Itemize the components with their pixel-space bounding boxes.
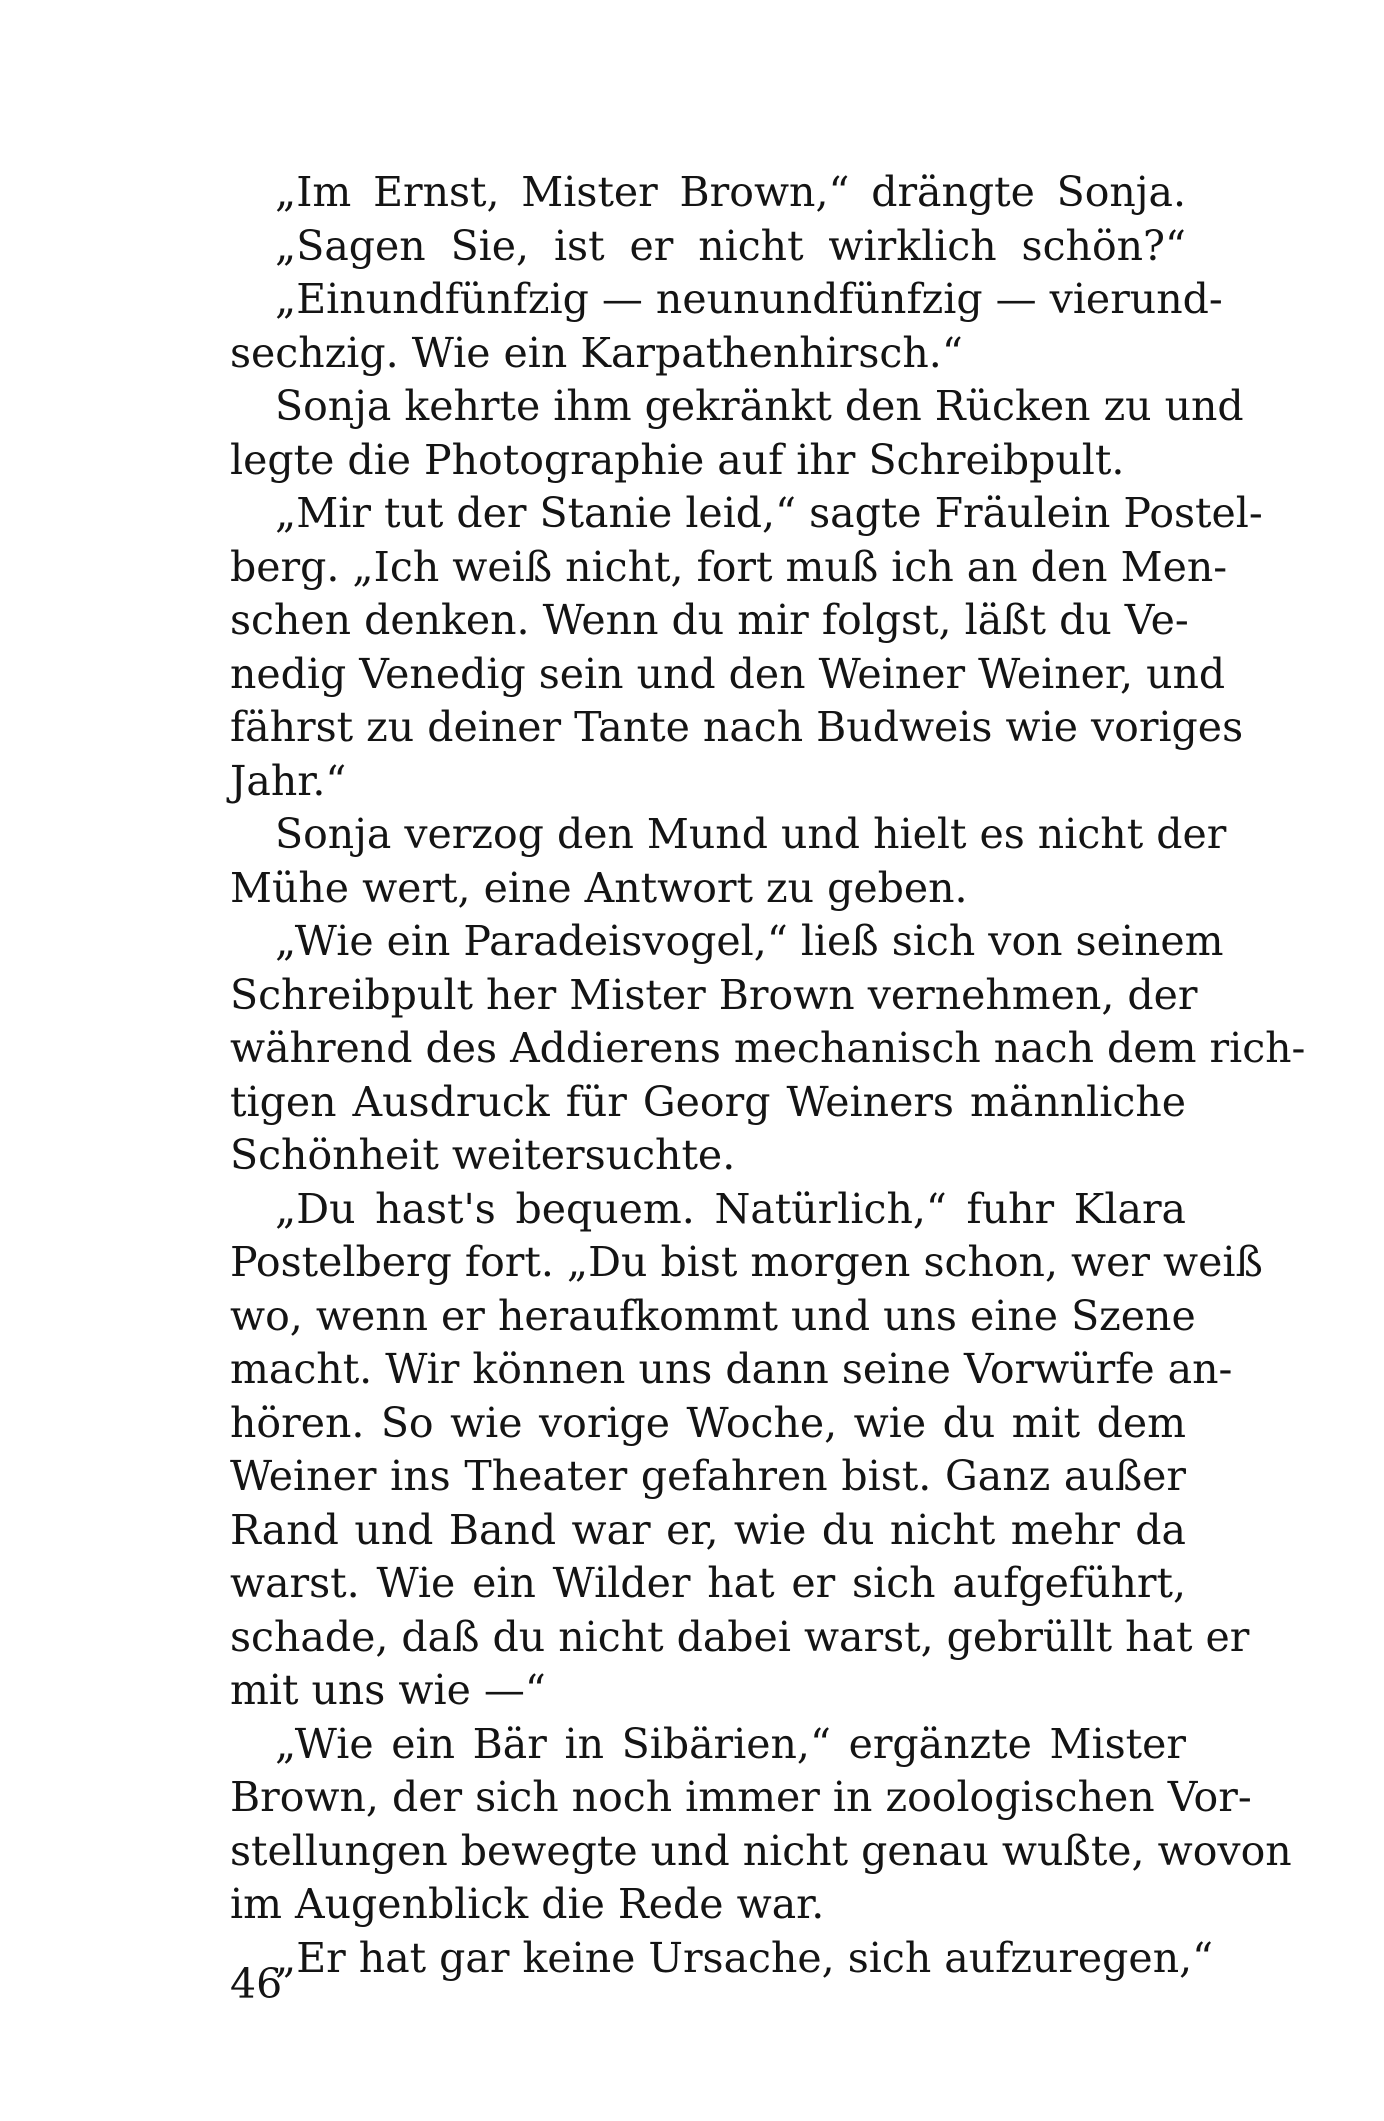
text-line: wo, wenn er heraufkommt und uns eine Szene	[230, 1291, 1196, 1340]
text-line: hören. So wie vorige Woche, wie du mit dem	[230, 1398, 1186, 1447]
text-line: „Wie ein Bär in Sibärien,“ ergänzte Mister	[275, 1719, 1186, 1768]
page-number: 46	[230, 1960, 283, 2008]
text-line: Weiner ins Theater gefahren bist. Ganz außer	[230, 1452, 1186, 1500]
text-line: macht. Wir können uns dann seine Vorwürfe an-	[230, 1345, 1233, 1393]
text-line: stellungen bewegte und nicht genau wußte, wovon	[230, 1826, 1292, 1875]
text-line: Schönheit weitersuchte.	[230, 1131, 736, 1179]
text-line: nedig Venedig sein und den Weiner Weiner, und	[230, 649, 1226, 698]
text-line: berg. „Ich weiß nicht, fort muß ich an den Men-	[230, 542, 1228, 591]
text-line: warst. Wie ein Wilder hat er sich aufgeführt,	[230, 1559, 1186, 1607]
text-line: im Augenblick die Rede war.	[230, 1880, 825, 1928]
text-line: mit uns wie —“	[230, 1666, 546, 1714]
text-line: Postelberg fort. „Du bist morgen schon, wer weiß	[230, 1238, 1263, 1286]
text-line: legte die Photographie auf ihr Schreibpult.	[230, 435, 1125, 484]
text-line: tigen Ausdruck für Georg Weiners männliche	[230, 1077, 1186, 1126]
text-line: Jahr.“	[230, 756, 347, 805]
body-text	[230, 166, 1306, 1985]
text-line: „Wie ein Paradeisvogel,“ ließ sich von seinem	[275, 917, 1224, 965]
text-line: „Einundfünfzig — neunundfünfzig — vierund-	[275, 275, 1223, 323]
text-line: fährst zu deiner Tante nach Budweis wie voriges	[230, 703, 1244, 751]
text-line: „Sagen Sie, ist er nicht wirklich schön?“	[275, 221, 1186, 270]
text-line: „Er hat gar keine Ursache, sich aufzuregen,“	[275, 1933, 1214, 1982]
text-line: Brown, der sich noch immer in zoologischen Vor-	[230, 1773, 1252, 1821]
text-line: schen denken. Wenn du mir folgst, läßt du Ve-	[230, 596, 1189, 644]
text-line: Rand und Band war er, wie du nicht mehr da	[230, 1505, 1186, 1554]
text-line: Sonja verzog den Mund und hielt es nicht der	[275, 810, 1227, 858]
text-line: „Mir tut der Stanie leid,“ sagte Fräulein Postel-	[275, 489, 1263, 537]
text-line: während des Addierens mechanisch nach dem rich-	[230, 1024, 1306, 1072]
text-line: schade, daß du nicht dabei warst, gebrüllt hat er	[230, 1612, 1250, 1661]
text-line: Schreibpult her Mister Brown vernehmen, der	[230, 970, 1198, 1019]
text-line: Mühe wert, eine Antwort zu geben.	[230, 863, 968, 912]
text-line: sechzig. Wie ein Karpathenhirsch.“	[230, 328, 963, 377]
text-line: „Du hast's bequem. Natürlich,“ fuhr Klara	[275, 1184, 1186, 1233]
text-line: Sonja kehrte ihm gekränkt den Rücken zu und	[275, 382, 1244, 430]
text-line: „Im Ernst, Mister Brown,“ drängte Sonja.	[275, 168, 1186, 216]
